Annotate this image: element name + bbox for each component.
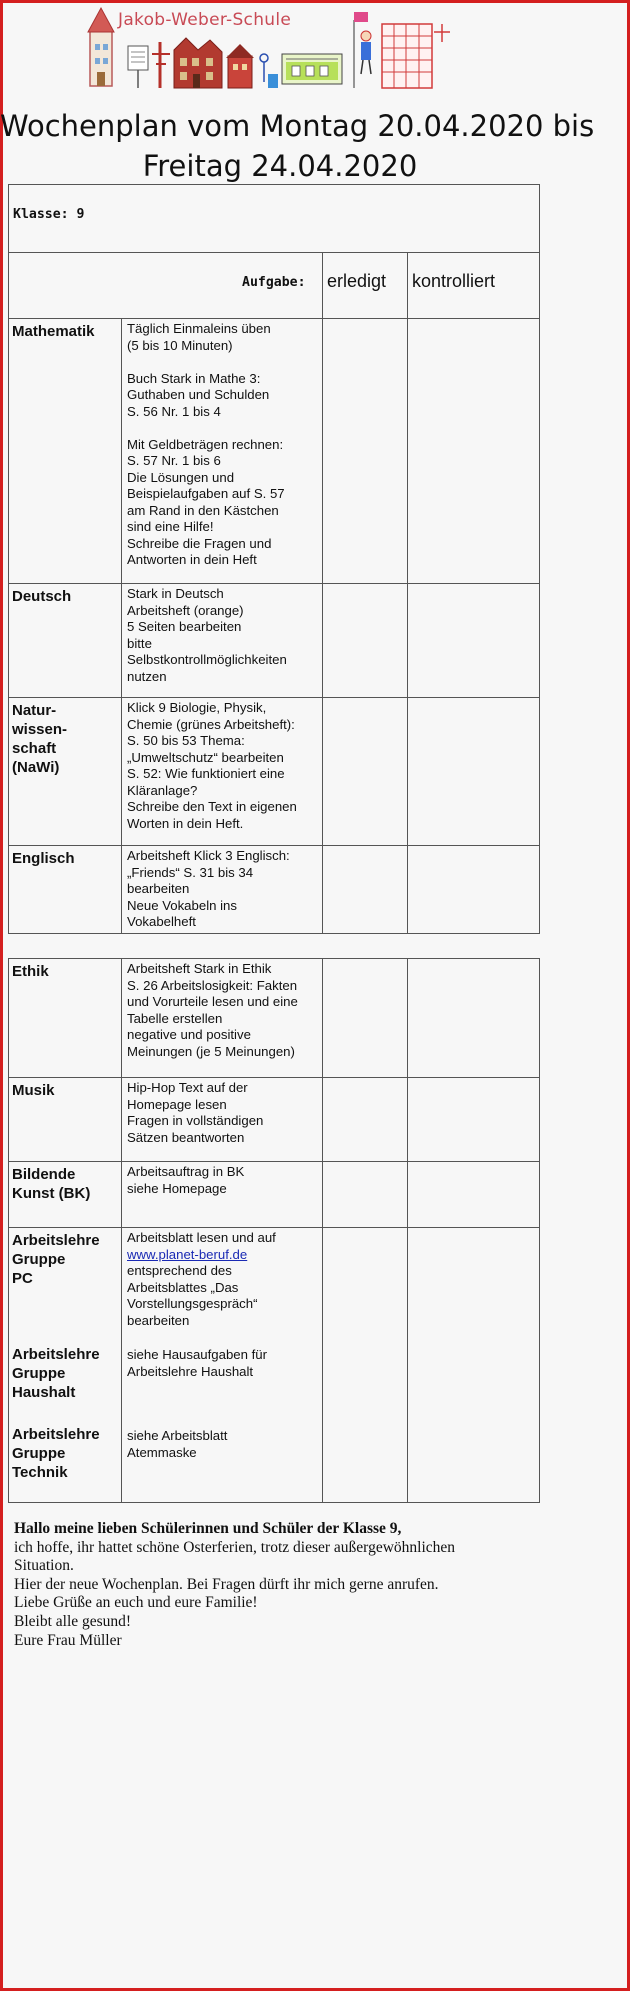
task-line: Arbeitslehre Haushalt — [127, 1363, 254, 1379]
subject-nawi — [9, 698, 122, 846]
subject-line: Arbeitslehre — [12, 1426, 100, 1443]
task-line: negative und positive — [127, 1027, 251, 1042]
subject-arbeitslehre — [9, 1228, 122, 1503]
sign-drawing — [128, 46, 148, 88]
task-line: Vorstellungsgespräch“ — [127, 1296, 258, 1311]
table-row — [9, 584, 540, 698]
task-al-technik — [127, 1428, 318, 1461]
task-line: Worten in dein Heft. — [127, 815, 244, 831]
task-bk — [122, 1162, 323, 1228]
task-al-haushalt — [127, 1347, 318, 1428]
check-erledigt[interactable] — [323, 584, 408, 698]
task-line: sind eine Hilfe! — [127, 519, 214, 534]
task-mathematik — [122, 319, 323, 584]
plan-table-2 — [8, 958, 540, 1503]
table-row — [9, 1078, 540, 1162]
task-line: siehe Arbeitsblatt — [127, 1428, 228, 1443]
task-line: Buch Stark in Mathe 3: — [127, 370, 261, 386]
task-line: Schreibe die Fragen und — [127, 535, 272, 551]
check-kontrolliert[interactable] — [408, 1078, 540, 1162]
header-row — [9, 253, 540, 319]
crane-drawing — [152, 42, 170, 88]
task-line: „Umweltschutz“ bearbeiten — [127, 749, 284, 765]
task-line: Täglich Einmaleins üben — [127, 321, 271, 336]
class-label: Klasse: 9 — [9, 185, 540, 253]
task-line: Stark in Deutsch — [127, 586, 224, 601]
header-erledigt: erledigt — [323, 253, 408, 319]
check-erledigt[interactable] — [323, 1228, 408, 1503]
header-kontrolliert: kontrolliert — [408, 253, 540, 319]
task-line: Chemie (grünes Arbeitsheft): — [127, 716, 295, 732]
task-line: Meinungen (je 5 Meinungen) — [127, 1043, 295, 1059]
task-line: bearbeiten — [127, 881, 190, 896]
task-line: S. 56 Nr. 1 bis 4 — [127, 403, 221, 419]
subject-al-pc — [12, 1231, 118, 1345]
task-line: Arbeitsblattes „Das — [127, 1279, 239, 1295]
check-kontrolliert[interactable] — [408, 1162, 540, 1228]
subject-line: Arbeitslehre — [12, 1232, 100, 1249]
check-kontrolliert[interactable] — [408, 846, 540, 934]
letter-line: Situation. — [14, 1557, 74, 1575]
letter-line: Bleibt alle gesund! — [14, 1612, 132, 1630]
flag-figure-drawing — [354, 12, 371, 88]
subject-englisch: Englisch — [9, 846, 122, 934]
task-line: Sätzen beantworten — [127, 1129, 245, 1145]
check-kontrolliert[interactable] — [408, 698, 540, 846]
task-musik — [122, 1078, 323, 1162]
letter-line: ich hoffe, ihr hattet schöne Osterferien, trotz dieser außergewöhnlichen — [14, 1538, 456, 1556]
task-line: Tabelle erstellen — [127, 1010, 223, 1026]
task-line: Neue Vokabeln ins — [127, 897, 237, 913]
subject-bk — [9, 1162, 122, 1228]
task-line: S. 52: Wie funktioniert eine — [127, 766, 285, 781]
subject-line: Technik — [12, 1464, 68, 1481]
task-line: Schreibe den Text in eigenen — [127, 799, 297, 814]
check-kontrolliert[interactable] — [408, 1228, 540, 1503]
table-row — [9, 319, 540, 584]
subject-line: schaft — [12, 740, 57, 757]
letter-signature: Eure Frau Müller — [14, 1631, 122, 1649]
check-kontrolliert[interactable] — [408, 584, 540, 698]
task-ethik — [122, 959, 323, 1078]
letter-line: Hier der neue Wochenplan. Bei Fragen dürft ihr mich gerne anrufen. — [14, 1575, 439, 1593]
check-erledigt[interactable] — [323, 1162, 408, 1228]
table-row — [9, 1162, 540, 1228]
task-line: „Friends“ S. 31 bis 34 — [127, 864, 254, 880]
tower-drawing — [88, 8, 114, 86]
task-line: Guthaben und Schulden — [127, 387, 270, 402]
subject-line: Bildende — [12, 1166, 76, 1183]
task-line: Beispielaufgaben auf S. 57 — [127, 486, 285, 501]
check-kontrolliert[interactable] — [408, 959, 540, 1078]
subject-line: Haushalt — [12, 1384, 76, 1401]
subject-line: Gruppe — [12, 1445, 66, 1462]
check-erledigt[interactable] — [323, 959, 408, 1078]
task-line: bearbeiten — [127, 1312, 190, 1328]
header-aufgabe-label: Aufgabe: — [242, 275, 306, 290]
task-line: S. 50 bis 53 Thema: — [127, 733, 245, 748]
check-erledigt[interactable] — [323, 319, 408, 584]
task-line: Arbeitsheft (orange) — [127, 602, 244, 618]
subject-ethik: Ethik — [9, 959, 122, 1078]
green-sign-drawing — [282, 54, 342, 84]
table-row — [9, 698, 540, 846]
task-line: siehe Hausaufgaben für — [127, 1347, 268, 1362]
subject-mathematik: Mathematik — [9, 319, 122, 584]
check-erledigt[interactable] — [323, 1078, 408, 1162]
task-line: Atemmaske — [127, 1444, 197, 1460]
table-row — [9, 1228, 540, 1503]
subject-deutsch: Deutsch — [9, 584, 122, 698]
task-line: Hip-Hop Text auf der — [127, 1080, 248, 1095]
header-aufgabe — [9, 253, 323, 319]
task-al-pc — [127, 1230, 318, 1347]
task-line: siehe Homepage — [127, 1180, 227, 1196]
subject-line: Gruppe — [12, 1365, 66, 1382]
task-line: S. 57 Nr. 1 bis 6 — [127, 453, 221, 468]
subject-line: Kunst (BK) — [12, 1185, 91, 1202]
check-kontrolliert[interactable] — [408, 319, 540, 584]
task-line: Homepage lesen — [127, 1096, 227, 1112]
letter-greeting: Hallo meine lieben Schülerinnen und Schüler der Klasse 9, — [14, 1520, 402, 1537]
task-line: Arbeitsblatt lesen und auf — [127, 1230, 276, 1245]
task-line: Fragen in vollständigen — [127, 1113, 264, 1128]
task-line: bitte — [127, 635, 152, 651]
title-line-1: Wochenplan vom Montag 20.04.2020 bis — [0, 109, 595, 143]
task-line: Mit Geldbeträgen rechnen: — [127, 436, 284, 452]
subject-line: Natur- — [12, 702, 57, 719]
subject-al-technik — [12, 1425, 118, 1482]
task-deutsch — [122, 584, 323, 698]
subject-line: Arbeitslehre — [12, 1346, 100, 1363]
planet-beruf-link[interactable]: www.planet-beruf.de — [127, 1246, 248, 1262]
subject-line: PC — [12, 1270, 33, 1287]
task-line: am Rand in den Kästchen — [127, 502, 279, 518]
subject-musik: Musik — [9, 1078, 122, 1162]
task-line: Arbeitsheft Klick 3 Englisch: — [127, 848, 290, 863]
task-line: entsprechend des — [127, 1263, 232, 1278]
page-title — [0, 106, 595, 186]
plan-table-1 — [8, 184, 540, 934]
subject-line: wissen- — [12, 721, 68, 738]
small-building-drawing — [226, 44, 254, 88]
subject-line: (NaWi) — [12, 759, 60, 776]
task-line: Die Lösungen und — [127, 469, 235, 485]
brick-building-drawing — [174, 38, 222, 88]
title-line-2: Freitag 24.04.2020 — [142, 149, 418, 183]
table-row — [9, 959, 540, 1078]
school-name: Jakob-Weber-Schule — [118, 10, 292, 30]
bus-stop-drawing — [260, 54, 278, 88]
class-row — [9, 185, 540, 253]
teacher-letter — [14, 1520, 574, 1650]
task-line: (5 bis 10 Minuten) — [127, 337, 233, 353]
letter-line: Liebe Grüße an euch und eure Familie! — [14, 1594, 258, 1612]
task-arbeitslehre — [122, 1228, 323, 1503]
task-line: 5 Seiten bearbeiten — [127, 619, 242, 634]
table-row — [9, 846, 540, 934]
check-erledigt[interactable] — [323, 846, 408, 934]
task-line: S. 26 Arbeitslosigkeit: Fakten — [127, 977, 298, 993]
task-line: Selbstkontrollmöglichkeiten — [127, 652, 287, 667]
task-line: und Vorurteile lesen und eine — [127, 994, 298, 1009]
task-line: Arbeitsauftrag in BK — [127, 1164, 245, 1179]
task-line: Klick 9 Biologie, Physik, — [127, 700, 267, 715]
check-erledigt[interactable] — [323, 698, 408, 846]
grid-building-drawing — [382, 24, 450, 88]
subject-line: Gruppe — [12, 1251, 66, 1268]
task-nawi — [122, 698, 323, 846]
task-englisch — [122, 846, 323, 934]
task-line: Kläranlage? — [127, 782, 198, 798]
subject-al-haushalt — [12, 1345, 118, 1425]
task-line: nutzen — [127, 668, 167, 684]
task-line: Vokabelheft — [127, 914, 196, 929]
task-line: Arbeitsheft Stark in Ethik — [127, 961, 272, 976]
task-line: Antworten in dein Heft — [127, 552, 257, 567]
